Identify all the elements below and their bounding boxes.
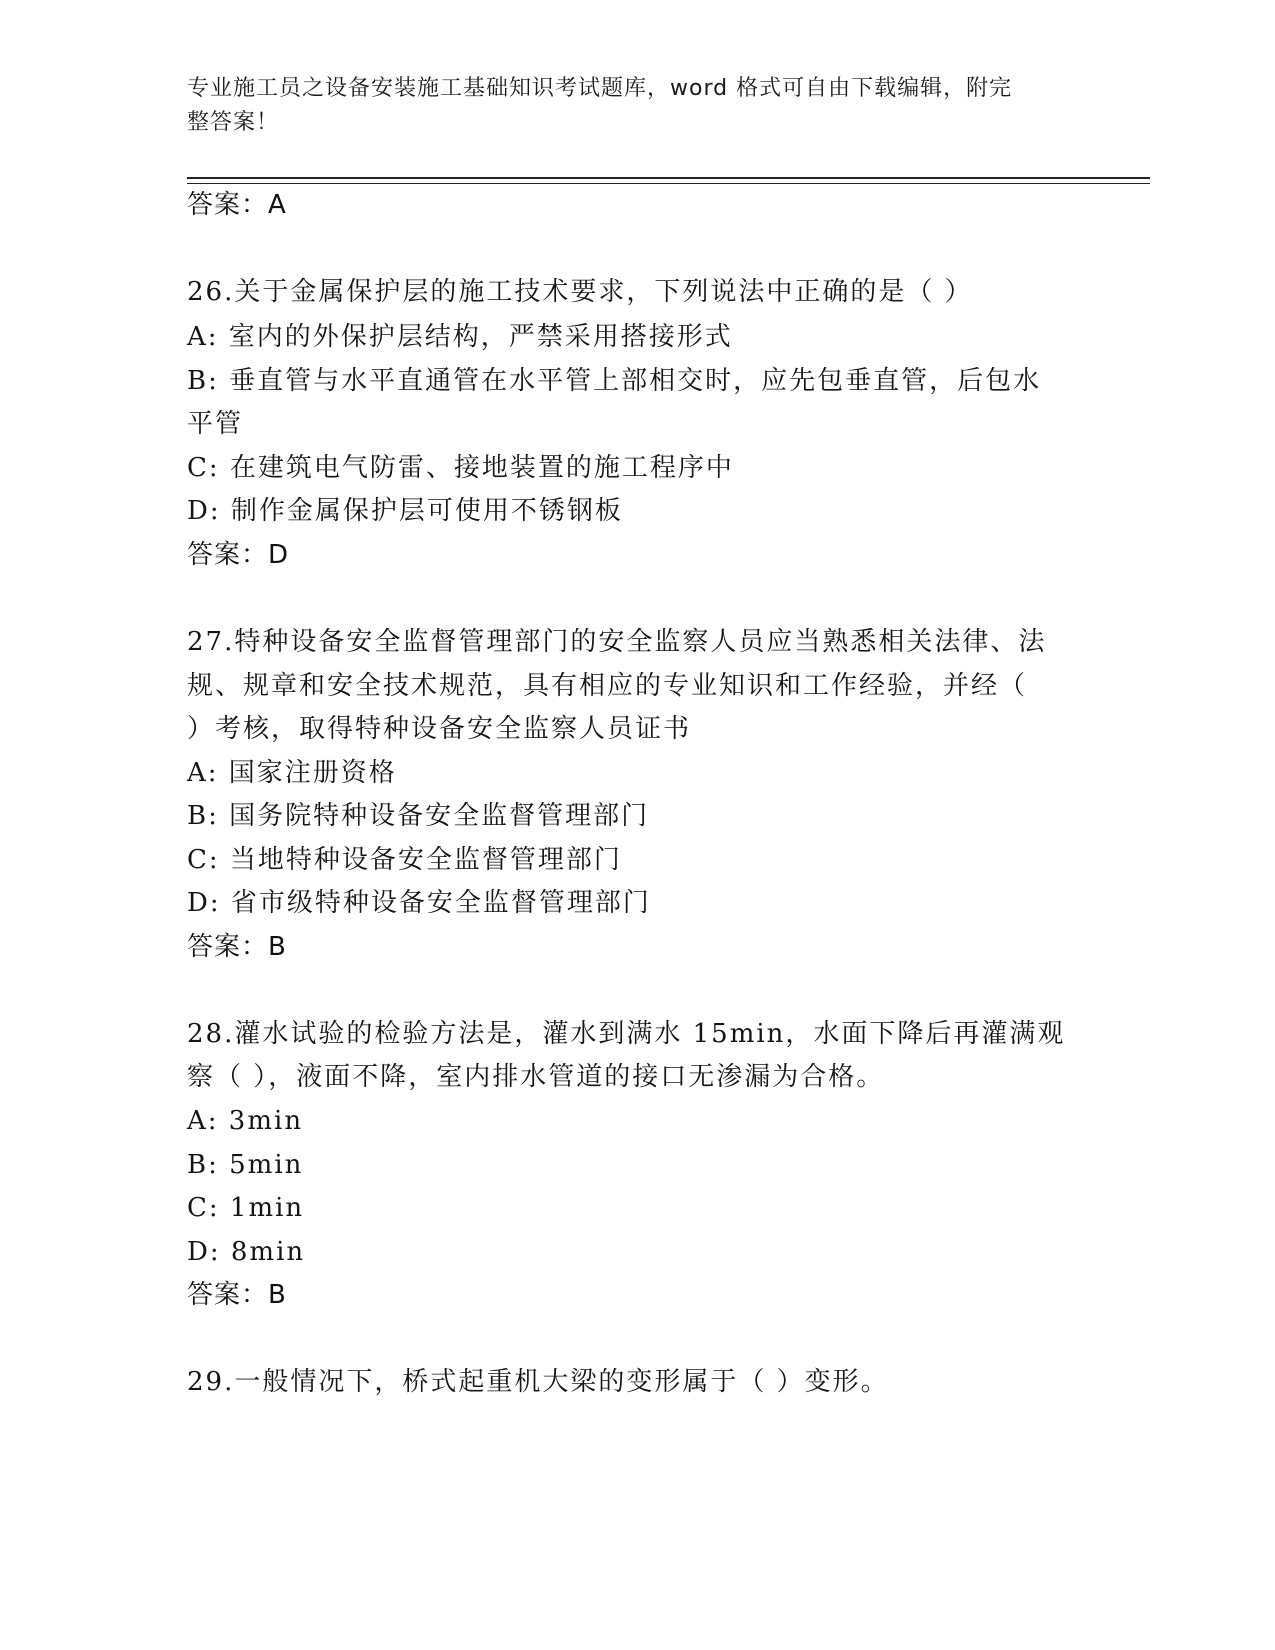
q26-option-b-cont: 平管 xyxy=(187,409,244,439)
header-line-1: 专业施工员之设备安装施工基础知识考试题库，word 格式可自由下载编辑，附完 xyxy=(187,76,1013,101)
question-27-line-3: ）考核，取得特种设备安全监察人员证书 xyxy=(187,714,692,744)
q26-option-a: A: 室内的外保护层结构，严禁采用搭接形式 xyxy=(187,322,733,352)
header-divider xyxy=(187,177,1150,179)
header-divider-thin xyxy=(187,183,1150,184)
question-28-line-2: 察（ ），液面不降，室内排水管道的接口无渗漏为合格。 xyxy=(187,1062,885,1092)
question-26: 26.关于金属保护层的施工技术要求，下列说法中正确的是（ ） xyxy=(187,277,973,307)
q27-option-a: A: 国家注册资格 xyxy=(187,758,397,788)
question-27-line-1: 27.特种设备安全监督管理部门的安全监察人员应当熟悉相关法律、法 xyxy=(187,627,1047,657)
q28-option-a: A: 3min xyxy=(187,1106,304,1136)
q26-option-d: D: 制作金属保护层可使用不锈钢板 xyxy=(187,496,623,526)
header-line-2: 整答案！ xyxy=(187,110,280,135)
q27-option-c: C: 当地特种设备安全监督管理部门 xyxy=(187,845,622,875)
q28-option-d: D: 8min xyxy=(187,1237,306,1267)
q28-option-b: B: 5min xyxy=(187,1150,304,1180)
question-27-line-2: 规、规章和安全技术规范，具有相应的专业知识和工作经验，并经（ xyxy=(187,671,1028,701)
q27-option-b: B: 国务院特种设备安全监督管理部门 xyxy=(187,801,650,831)
question-28-line-1: 28.灌水试验的检验方法是，灌水到满水 15min，水面下降后再灌满观 xyxy=(187,1019,1066,1049)
answer-previous: 答案：A xyxy=(187,190,287,220)
question-29: 29.一般情况下，桥式起重机大梁的变形属于（ ）变形。 xyxy=(187,1367,889,1397)
q28-option-c: C: 1min xyxy=(187,1193,305,1223)
q26-answer: 答案：D xyxy=(187,540,290,570)
q26-option-c: C: 在建筑电气防雷、接地装置的施工程序中 xyxy=(187,453,734,483)
q26-option-b: B: 垂直管与水平直通管在水平管上部相交时，应先包垂直管，后包水 xyxy=(187,366,1042,396)
document-header xyxy=(187,72,1067,140)
q27-option-d: D: 省市级特种设备安全监督管理部门 xyxy=(187,888,651,918)
q28-answer: 答案：B xyxy=(187,1280,287,1310)
q27-answer: 答案：B xyxy=(187,932,287,962)
